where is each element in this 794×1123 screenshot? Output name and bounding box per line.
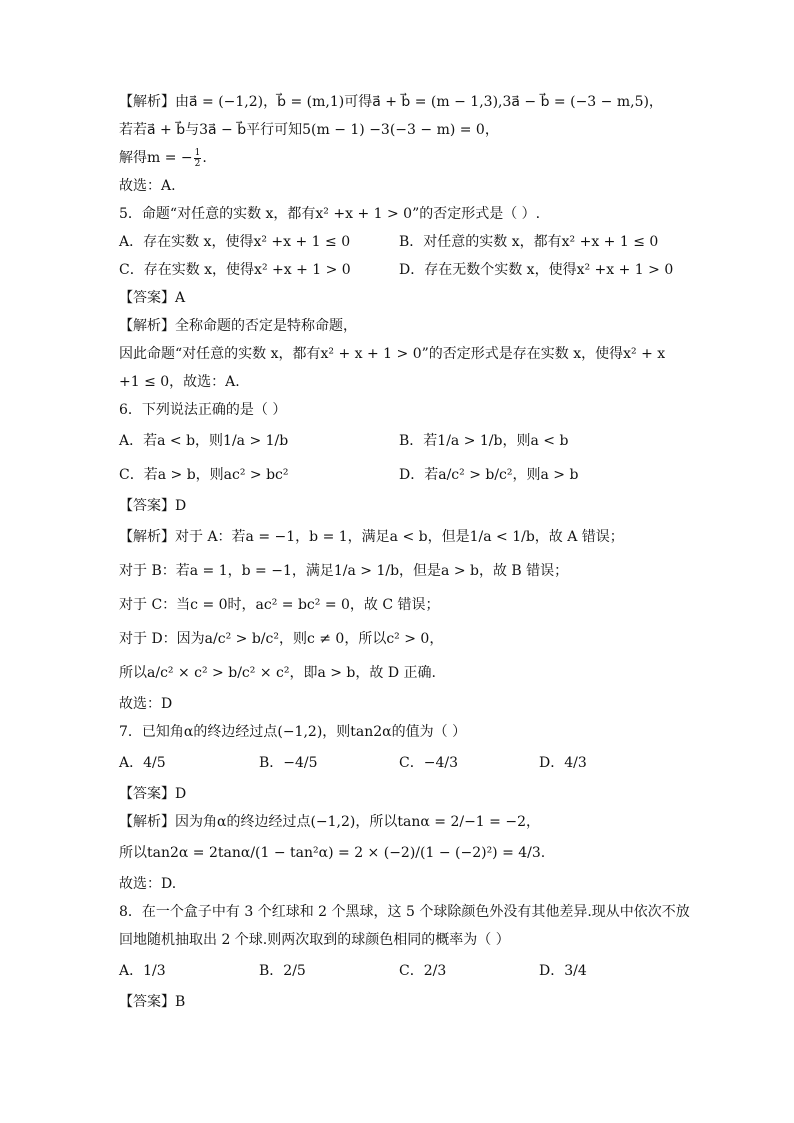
option-b: B．2/5 (259, 963, 306, 979)
explanation-7-line: 【解析】因为角α的终边经过点(−1,2)，所以tanα = 2/−1 = −2， (119, 814, 540, 830)
explanation-6-line: 对于 C：当c = 0时，ac² = bc² = 0，故 C 错误； (119, 597, 440, 613)
fraction: $\frac{1}{2}$ (194, 147, 201, 169)
question-5: 5．命题“对任意的实数 x，都有x² +x + 1 > 0”的否定形式是（ ）. (119, 206, 541, 222)
option-c: C．存在实数 x，使得x² +x + 1 > 0 (119, 262, 351, 278)
answer-5: 【答案】A (119, 290, 186, 306)
option-c: C．2/3 (399, 963, 447, 979)
option-a: A．4/5 (119, 755, 166, 771)
option-c: C．若a > b，则ac² > bc² (119, 467, 289, 483)
explanation-6-line: 【解析】对于 A：若a = −1，b = 1，满足a < b，但是1/a < 1/b，故 A 错误； (119, 529, 624, 545)
question-6-options-row-1 (119, 424, 679, 458)
explanation-line: 【解析】由a⃗ = (−1,2)，b⃗ = (m,1)可得a⃗ + b⃗ = (m − 1,3),3a⃗ − b⃗ = (−3 − m,5)， (119, 94, 663, 110)
explanation-5-line: +1 ≤ 0，故选：A. (119, 374, 240, 390)
explanation-5-line: 【解析】全称命题的否定是特称命题， (119, 318, 357, 334)
option-b: B．−4/5 (259, 755, 318, 771)
option-d: D．若a/c² > b/c²，则a > b (399, 467, 579, 483)
option-d: D．3/4 (539, 963, 587, 979)
question-8: 8．在一个盒子中有 3 个红球和 2 个黑球，这 5 个球除颜色外没有其他差异.现从中依次不放 (119, 904, 690, 920)
option-b: B．若1/a > 1/b，则a < b (399, 433, 569, 449)
option-c: C．−4/3 (399, 755, 458, 771)
question-5-options-row-2 (119, 256, 679, 284)
option-d: D．存在无数个实数 x，使得x² +x + 1 > 0 (399, 262, 674, 278)
option-a: A．若a < b，则1/a > 1/b (119, 433, 289, 449)
answer-8: 【答案】B (119, 994, 186, 1010)
explanation-6-line: 对于 B：若a = 1，b = −1，满足1/a > 1/b，但是a > b，故 B 错误； (119, 563, 569, 579)
option-b: B．对任意的实数 x，都有x² +x + 1 ≤ 0 (399, 234, 659, 250)
explanation-7-line: 故选：D. (119, 876, 177, 892)
answer-7: 【答案】D (119, 786, 187, 802)
question-8: 回地随机抽取出 2 个球.则两次取到的球颜色相同的概率为（ ） (119, 932, 510, 948)
explanation-6-line: 对于 D：因为a/c² > b/c²，则c ≠ 0，所以c² > 0， (119, 631, 444, 647)
explanation-7-line: 所以tan2α = 2tanα/(1 − tan²α) = 2 × (−2)/(1 − (−2)²) = 4/3. (119, 845, 546, 861)
question-6: 6．下列说法正确的是（ ） (119, 402, 287, 418)
explanation-line: 解得m = − $\frac{1}{2}$ . (119, 147, 207, 169)
answer-choice-line: 故选：A. (119, 178, 176, 194)
question-5-options-row-1 (119, 228, 679, 256)
question-8-options-row (119, 954, 679, 988)
option-a: A．存在实数 x，使得x² +x + 1 ≤ 0 (119, 234, 351, 250)
explanation-6-line: 所以a/c² × c² > b/c² × c²，即a > b，故 D 正确. (119, 665, 436, 681)
explanation-line: 若若a⃗ + b⃗与3a⃗ − b⃗平行可知5(m − 1) −3(−3 − m) = 0， (119, 122, 499, 138)
option-d: D．4/3 (539, 755, 587, 771)
option-a: A．1/3 (119, 963, 166, 979)
question-7-options-row (119, 746, 679, 780)
question-7: 7．已知角α的终边经过点(−1,2)，则tan2α的值为（ ） (119, 724, 467, 740)
document-page (119, 88, 690, 1016)
question-6-options-row-2 (119, 458, 679, 492)
solution-text: 解得m = − (119, 150, 193, 166)
answer-6: 【答案】D (119, 498, 187, 514)
explanation-6-line: 故选：D (119, 696, 173, 712)
explanation-5-line: 因此命题“对任意的实数 x，都有x² + x + 1 > 0”的否定形式是存在实数 x，使得x² + x (119, 346, 666, 362)
